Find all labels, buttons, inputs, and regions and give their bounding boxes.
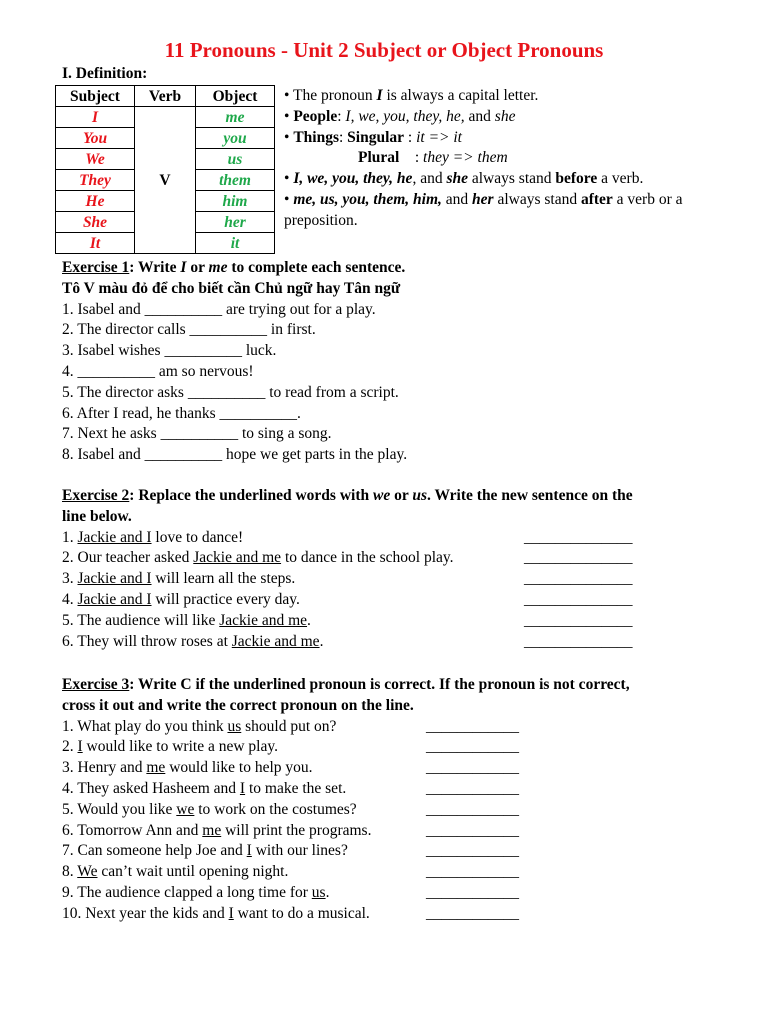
subject-pronoun: She (56, 212, 135, 233)
exercise-3-item: 10. Next year the kids and I want to do a musical. ____________ (62, 904, 630, 925)
note-things-singular: • Things: Singular : it => it (284, 128, 462, 146)
exercise-3-item: 9. The audience clapped a long time for us. ____________ (62, 883, 630, 904)
answer-line[interactable]: ______________ (524, 590, 633, 608)
answer-line[interactable]: ______________ (524, 528, 633, 546)
note-things-plural: Plural : they => them (358, 149, 508, 167)
answer-line[interactable]: ____________ (426, 759, 519, 777)
object-pronoun: us (196, 149, 275, 170)
exercise-1-item[interactable]: 3. Isabel wishes __________ luck. (62, 342, 277, 360)
exercise-3-item: 7. Can someone help Joe and I with our lines? ____________ (62, 841, 630, 862)
subject-pronoun: I (56, 107, 135, 128)
exercise-3-item: 1. What play do you think us should put on? ____________ (62, 717, 630, 738)
object-pronoun: me (196, 107, 275, 128)
exercise-1-item[interactable]: 7. Next he asks __________ to sing a song. (62, 425, 332, 443)
definition-heading: I. Definition: (62, 65, 148, 82)
exercise-3-instructions: Exercise 3: Write C if the underlined pronoun is correct. If the pronoun is not correct, (62, 676, 630, 693)
answer-line[interactable]: ____________ (426, 904, 519, 922)
exercise-2-instructions-cont: line below. (62, 507, 132, 525)
pronoun-table (55, 85, 275, 254)
answer-line[interactable]: ____________ (426, 883, 519, 901)
answer-line[interactable]: ______________ (524, 611, 633, 629)
subject-pronoun: You (56, 128, 135, 149)
exercise-3-item: 8. We can’t wait until opening night. ____________ (62, 862, 630, 883)
grammar-notes (284, 86, 744, 232)
answer-line[interactable]: ____________ (426, 863, 519, 881)
header-subject: Subject (56, 86, 135, 107)
exercise-2-item: 3. Jackie and I will learn all the steps. ______________ (62, 569, 633, 590)
answer-line[interactable]: ______________ (524, 632, 633, 650)
exercise-3-item: 3. Henry and me would like to help you. ____________ (62, 758, 630, 779)
exercise-1-item[interactable]: 8. Isabel and __________ hope we get parts in the play. (62, 446, 408, 464)
answer-line[interactable]: ____________ (426, 821, 519, 839)
object-pronoun: you (196, 128, 275, 149)
header-object: Object (196, 86, 275, 107)
exercise-2-instructions: Exercise 2: Replace the underlined words with we or us. Write the new sentence on the (62, 487, 633, 504)
exercise-3 (62, 675, 630, 925)
exercise-3-item: 2. I would like to write a new play. ____________ (62, 737, 630, 758)
exercise-1-subtitle: Tô V màu đỏ để cho biết cần Chủ ngữ hay Tân ngữ (62, 279, 401, 297)
exercise-1-item[interactable]: 4. __________ am so nervous! (62, 362, 254, 380)
object-pronoun: it (196, 233, 275, 254)
note-people: • People: I, we, you, they, he, and she (284, 107, 516, 125)
exercise-1-item[interactable]: 6. After I read, he thanks __________. (62, 404, 301, 422)
exercise-2-item: 1. Jackie and I love to dance! ______________ (62, 528, 633, 549)
exercise-1 (62, 258, 407, 466)
answer-line[interactable]: ____________ (426, 800, 519, 818)
exercise-1-instructions: Exercise 1: Write I or me to complete each sentence. (62, 259, 406, 276)
verb-cell: V (135, 107, 196, 254)
subject-pronoun: He (56, 191, 135, 212)
exercise-3-item: 5. Would you like we to work on the costumes? ____________ (62, 800, 630, 821)
object-pronoun: them (196, 170, 275, 191)
answer-line[interactable]: ____________ (426, 738, 519, 756)
answer-line[interactable]: ____________ (426, 842, 519, 860)
exercise-2-item: 2. Our teacher asked Jackie and me to dance in the school play. ______________ (62, 548, 633, 569)
exercise-2-item: 5. The audience will like Jackie and me. ______________ (62, 611, 633, 632)
exercise-2-item: 4. Jackie and I will practice every day. ______________ (62, 590, 633, 611)
page-title: 11 Pronouns - Unit 2 Subject or Object Pronouns (164, 38, 604, 62)
subject-pronoun: We (56, 149, 135, 170)
exercise-3-item: 4. They asked Hasheem and I to make the set. ____________ (62, 779, 630, 800)
exercise-1-item[interactable]: 2. The director calls __________ in first. (62, 321, 316, 339)
exercise-3-item: 6. Tomorrow Ann and me will print the programs. ____________ (62, 821, 630, 842)
exercise-1-item[interactable]: 5. The director asks __________ to read from a script. (62, 383, 399, 401)
answer-line[interactable]: ____________ (426, 717, 519, 735)
header-verb: Verb (135, 86, 196, 107)
subject-pronoun: It (56, 233, 135, 254)
object-pronoun: her (196, 212, 275, 233)
exercise-1-item[interactable]: 1. Isabel and __________ are trying out for a play. (62, 300, 376, 318)
exercise-3-instructions-cont: cross it out and write the correct pronoun on the line. (62, 696, 414, 714)
exercise-2 (62, 486, 633, 652)
note-after-verb: • me, us, you, them, him, and her always stand after a verb or a preposition. (284, 190, 683, 229)
answer-line[interactable]: ______________ (524, 570, 633, 588)
answer-line[interactable]: ____________ (426, 779, 519, 797)
exercise-2-item: 6. They will throw roses at Jackie and me. ______________ (62, 632, 633, 653)
subject-pronoun: They (56, 170, 135, 191)
note-capital-i: • The pronoun I is always a capital letter. (284, 87, 539, 104)
object-pronoun: him (196, 191, 275, 212)
note-before-verb: • I, we, you, they, he, and she always stand before a verb. (284, 170, 644, 188)
answer-line[interactable]: ______________ (524, 549, 633, 567)
